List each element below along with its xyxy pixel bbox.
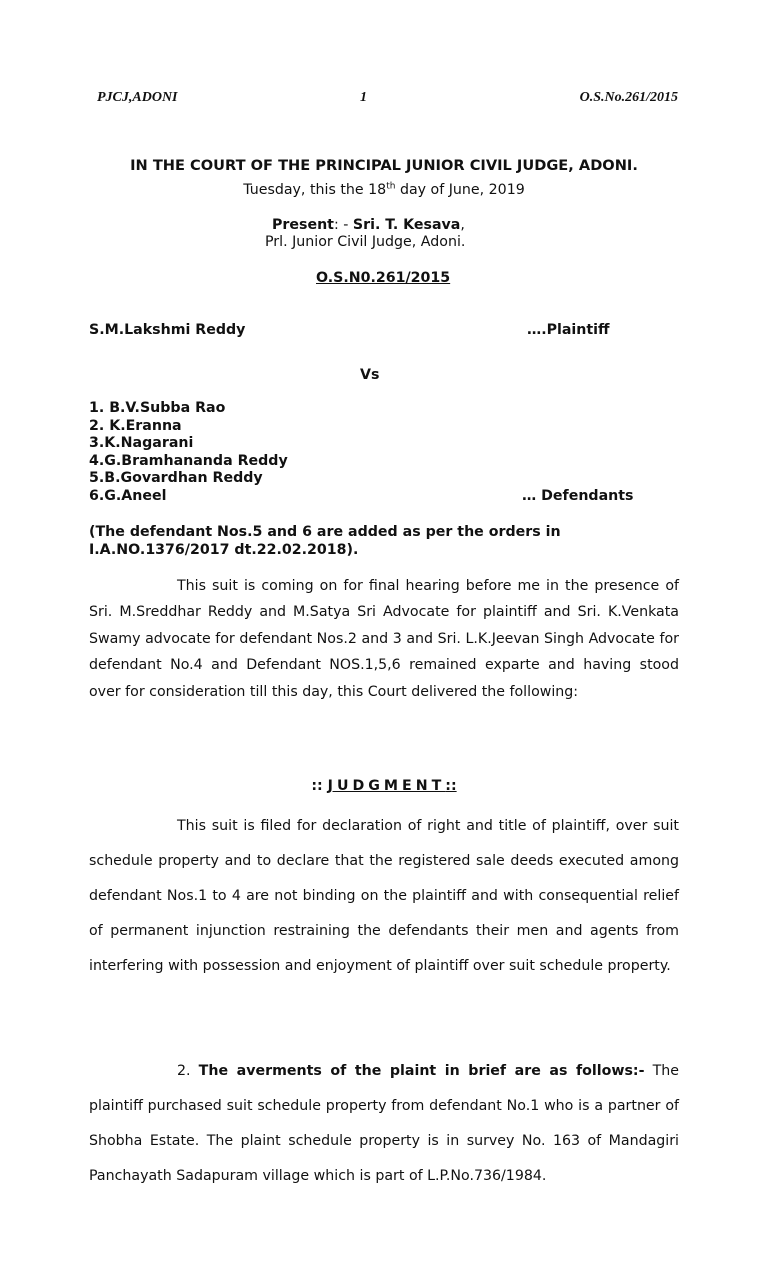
plaintiff-name: S.M.Lakshmi Reddy	[89, 322, 246, 338]
header-page-number: 1	[360, 90, 367, 105]
judgment-heading	[0, 778, 768, 794]
judgment-title: JUDGMENT	[327, 778, 446, 794]
intro-text: This suit is coming on for final hearing before me in the presence of Sri. M.Sreddhar Reddy and M.Satya Sri Advocate for plaintiff and Sri. K.Venkata Swamy advocate for defendant Nos.2 and 3 and Sri. L.K.Jeevan Singh Advocate for defendant No.4 and Defendant NOS.1,5,6 remained exparte and having stood over for consideration till this day, this Court delivered the following:	[89, 578, 679, 700]
judgment-paragraph-1-text: This suit is filed for declaration of right and title of plaintiff, over suit schedule property and to declare that the registered sale deeds executed among defendant Nos.1 to 4 are not binding on the plaintiff and with consequential relief of permanent injunction restraining the defendants their men and agents from interfering with possession and enjoyment of plaintiff over suit schedule property.	[89, 818, 679, 975]
header-case-number: O.S.No.261/2015	[579, 90, 678, 105]
judgment-paragraph-2	[89, 1054, 679, 1194]
judgment-prefix: ::	[311, 778, 328, 794]
hearing-date	[0, 182, 768, 198]
defendant-item: 4.G.Bramhananda Reddy	[89, 452, 288, 469]
judgment-suffix: ::	[445, 778, 457, 794]
defendant-item: 1. B.V.Subba Rao	[89, 400, 226, 416]
paragraph-2-number: 2.	[177, 1063, 191, 1079]
date-suffix: day of June, 2019	[395, 182, 525, 198]
date-superscript: th	[386, 181, 396, 192]
plaintiff-label: ….Plaintiff	[527, 322, 610, 338]
judgment-paragraph-1	[89, 809, 679, 984]
present-separator: : -	[333, 217, 353, 233]
defendant-item: 6.G.Aneel	[89, 487, 167, 504]
defendant-item: 3.K.Nagarani	[89, 435, 194, 452]
judge-name-tail: ,	[460, 217, 465, 233]
judge-designation: Prl. Junior Civil Judge, Adoni.	[265, 234, 466, 250]
judge-name: Sri. T. Kesava	[352, 217, 461, 233]
paragraph-2-heading: The averments of the plaint in brief are as follows:-	[198, 1063, 645, 1079]
defendants-list	[89, 400, 288, 506]
paragraph-2-text: The plaintiff purchased suit schedule property from defendant No.1 who is a partner of Shobha Estate. The plaint schedule property is in survey No. 163 of Mandagiri Panchayath Sadapuram village which is part of L.P.No.736/1984.	[89, 1063, 679, 1185]
intro-paragraph	[89, 573, 679, 705]
defendants-label: … Defendants	[522, 488, 634, 504]
header-court-code: PJCJ,ADONI	[97, 90, 178, 105]
court-title: IN THE COURT OF THE PRINCIPAL JUNIOR CIVIL JUDGE, ADONI.	[130, 157, 638, 174]
date-prefix: Tuesday, this the 18	[243, 182, 387, 198]
versus: Vs	[360, 367, 380, 383]
defendant-item: 5.B.Govardhan Reddy	[89, 470, 263, 487]
present-line	[272, 217, 465, 233]
present-label: Present	[272, 217, 334, 233]
defendant-item: 2. K.Eranna	[89, 417, 182, 434]
case-number-title: O.S.N0.261/2015	[316, 270, 451, 286]
added-defendants-note: (The defendant Nos.5 and 6 are added as per the orders in I.A.NO.1376/2017 dt.22.02.2018).	[89, 524, 561, 558]
